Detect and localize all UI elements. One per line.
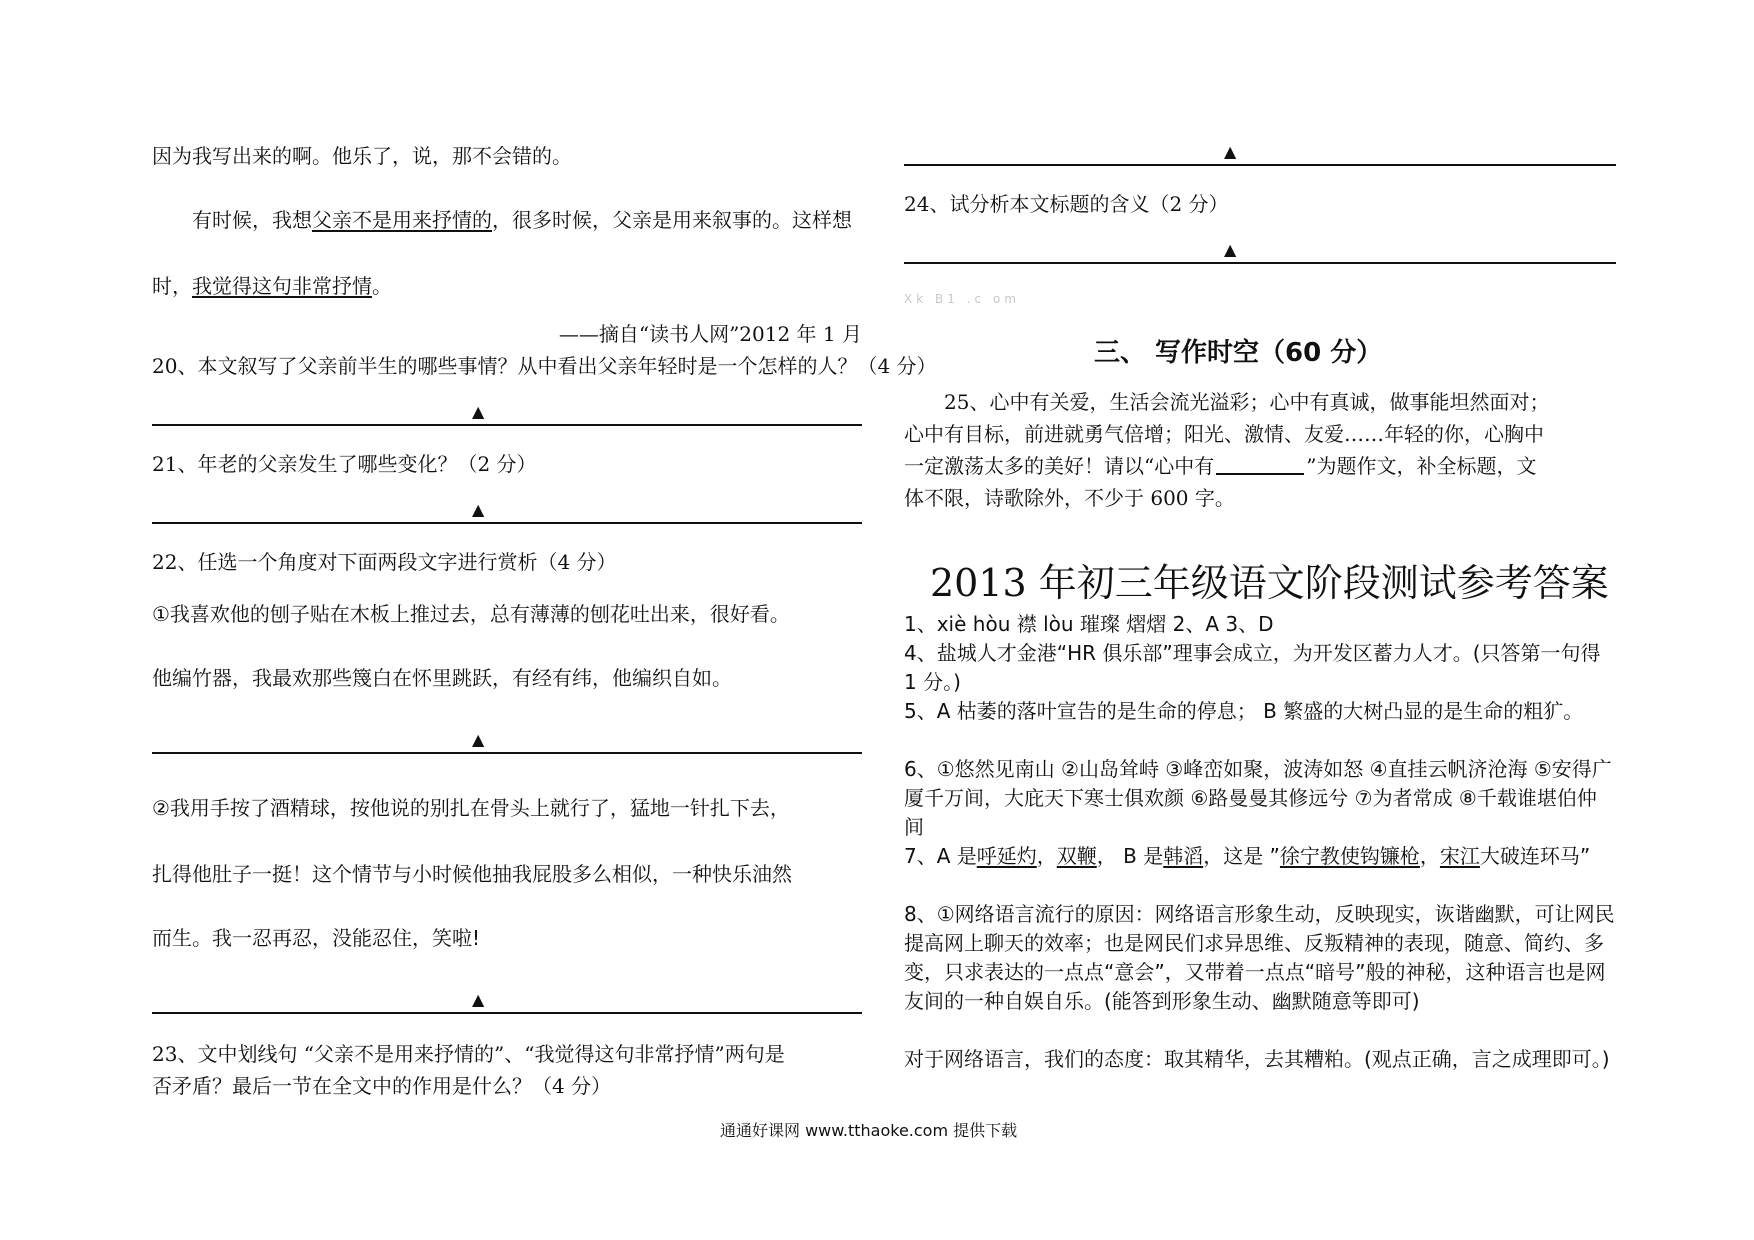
watermark: Xk B1 .c om <box>904 292 1020 306</box>
title-blank <box>1216 473 1304 475</box>
excerpt-1-line-1: ①我喜欢他的刨子贴在木板上推过去，总有薄薄的刨花吐出来，很好看。 <box>152 602 790 626</box>
footer-source: 通通好课网 www.tthaoke.com 提供下载 <box>720 1121 1018 1140</box>
question-25-line-4: 体不限，诗歌除外，不少于 600 字。 <box>904 486 1235 510</box>
excerpt-1-line-2: 他编竹器，我最欢那些篾白在怀里跳跃，有经有纬，他编织自如。 <box>152 666 732 690</box>
answer-marker: ▲ <box>472 402 485 421</box>
answer-line <box>152 424 862 426</box>
excerpt-2-line-1: ②我用手按了酒精球，按他说的别扎在骨头上就行了，猛地一针扎下去， <box>152 796 790 820</box>
section-3-heading: 三、 写作时空（60 分） <box>1094 338 1383 368</box>
answer-4: 4、盐城人才金港“HR 俱乐部”理事会成立，为开发区蓄力人才。(只答第一句得 1 分。) <box>904 641 1601 694</box>
question-21: 21、年老的父亲发生了哪些变化？（2 分） <box>152 452 537 476</box>
answer-line <box>152 522 862 524</box>
question-23-line-1: 23、文中划线句 “父亲不是用来抒情的”、“我觉得这句非常抒情”两句是 <box>152 1042 785 1066</box>
answer-line <box>152 752 862 754</box>
answer-6: 6、①悠然见南山 ②山岛耸峙 ③峰峦如聚，波涛如怒 ④直挂云帆济沧海 ⑤安得广厦千万间，大庇天下寒士俱欢颜 ⑥路曼曼其修远兮 ⑦为者常成 ⑧千载谁堪伯仲间 <box>904 757 1612 839</box>
answer-5: 5、A 枯萎的落叶宣告的是生命的停息； B 繁盛的大树凸显的是生命的粗犷。 <box>904 699 1584 723</box>
excerpt-2-line-3: 而生。我一忍再忍，没能忍住，笑啦! <box>152 926 481 950</box>
excerpt-2-line-2: 扎得他肚子一挺！这个情节与小时候他抽我屁股多么相似，一种快乐油然 <box>152 862 792 886</box>
answer-line <box>904 164 1616 166</box>
question-22: 22、任选一个角度对下面两段文字进行赏析（4 分） <box>152 550 617 574</box>
answer-marker: ▲ <box>1224 240 1237 259</box>
underlined-sentence-1: 父亲不是用来抒情的 <box>312 208 492 232</box>
answer-key-title: 2013 年初三年级语文阶段测试参考答案 <box>930 561 1609 605</box>
answer-marker: ▲ <box>472 730 485 749</box>
answer-line <box>152 1012 862 1014</box>
answer-8: 8、①网络语言流行的原因：网络语言形象生动，反映现实，诙谐幽默，可让网民提高网上聊天的效率；也是网民们求异思维、反叛精神的表现，随意、简约、多变，只求表达的一点点“意会”，又带着一点点“暗号”般的神秘，这种语言也是网友间的一种自娱自乐。(能答到形象生动、幽默随意等即可) <box>904 902 1615 1013</box>
question-25-line-2: 心中有目标，前进就勇气倍增；阳光、激情、友爱……年轻的你，心胸中 <box>904 422 1544 446</box>
underlined-sentence-2: 我觉得这句非常抒情 <box>192 274 372 298</box>
question-24: 24、试分析本文标题的含义（2 分） <box>904 192 1229 216</box>
answer-7: 7、A 是呼延灼，双鞭， B 是韩滔，这是 ”徐宁教使钩镰枪，宋江大破连环马” <box>904 844 1591 868</box>
question-23-line-2: 否矛盾？最后一节在全文中的作用是什么？（4 分） <box>152 1074 612 1098</box>
source-citation: ——摘自“读书人网”2012 年 1 月 <box>558 322 862 346</box>
answer-marker: ▲ <box>1224 142 1237 161</box>
answer-marker: ▲ <box>472 990 485 1009</box>
reading-paragraph-3: 时，我觉得这句非常抒情。 <box>152 274 392 298</box>
reading-paragraph-1: 因为我写出来的啊。他乐了，说，那不会错的。 <box>152 144 572 168</box>
question-25-line-1: 25、心中有关爱，生活会流光溢彩；心中有真诚，做事能坦然面对； <box>944 390 1550 414</box>
answer-8-attitude: 对于网络语言，我们的态度：取其精华，去其糟粕。(观点正确，言之成理即可。) <box>904 1047 1610 1071</box>
question-20: 20、本文叙写了父亲前半生的哪些事情？从中看出父亲年轻时是一个怎样的人？（4 分） <box>152 354 937 378</box>
question-25-line-3: 一定激荡太多的美好！请以“心中有 ”为题作文，补全标题，文 <box>904 454 1537 478</box>
answer-marker: ▲ <box>472 500 485 519</box>
answer-line <box>904 262 1616 264</box>
answer-1-3: 1、xiè hòu 襟 lòu 璀璨 熠熠 2、A 3、D <box>904 612 1274 636</box>
reading-paragraph-2: 有时候，我想父亲不是用来抒情的，很多时候，父亲是用来叙事的。这样想 <box>192 208 852 232</box>
